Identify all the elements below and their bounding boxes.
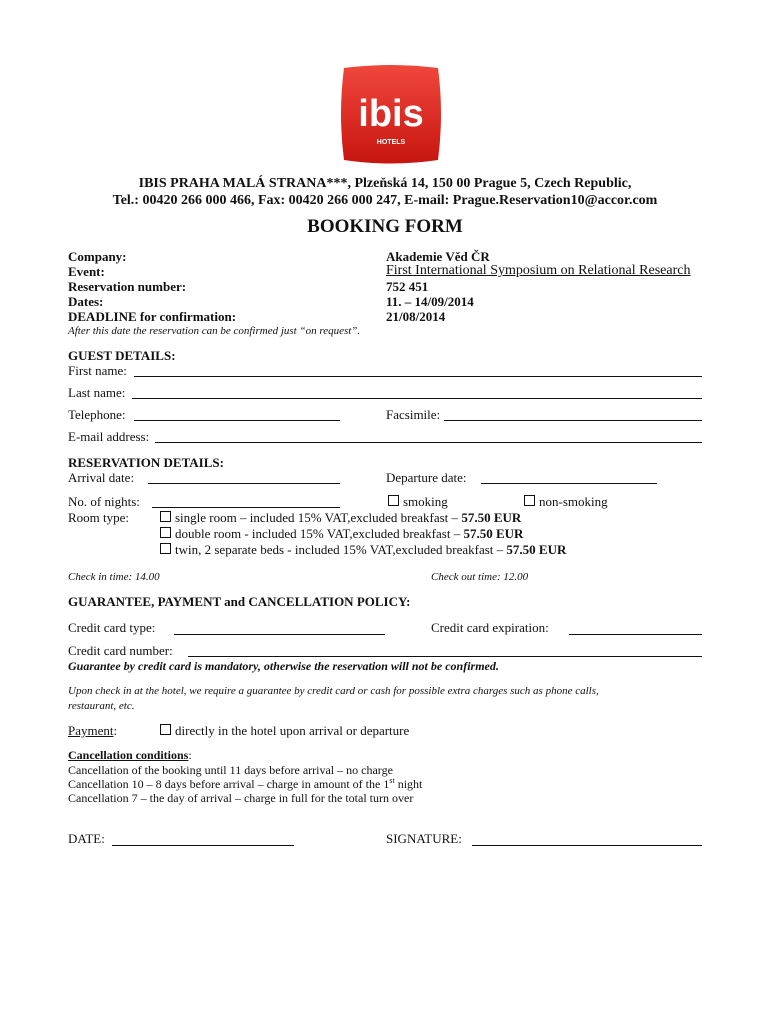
nights-field[interactable] <box>152 507 340 508</box>
first-name-label: First name: <box>68 363 127 378</box>
smoking-checkbox[interactable] <box>388 495 399 506</box>
event-label: Event: <box>68 264 105 279</box>
logo-sub: HOTELS <box>376 139 406 146</box>
email-field[interactable] <box>155 442 702 443</box>
date-field[interactable] <box>112 845 294 846</box>
payment-option[interactable]: directly in the hotel upon arrival or departure <box>160 723 409 739</box>
last-name-field[interactable] <box>132 398 702 399</box>
signature-field[interactable] <box>472 845 702 846</box>
logo-brand: ibis <box>358 93 424 135</box>
nights-label: No. of nights: <box>68 494 140 509</box>
room-option-single[interactable]: single room – included 15% VAT,excluded breakfast – 57.50 EUR <box>160 510 521 526</box>
departure-date-field[interactable] <box>481 483 657 484</box>
dates-label: Dates: <box>68 294 104 309</box>
credit-card-type-label: Credit card type: <box>68 620 156 635</box>
reservation-number-value: 752 451 <box>386 279 429 294</box>
telephone-field[interactable] <box>134 420 340 421</box>
credit-card-expiration-field[interactable] <box>569 634 702 635</box>
credit-card-expiration-label: Credit card expiration: <box>431 620 549 635</box>
reservation-number-label: Reservation number: <box>68 279 187 294</box>
facsimile-label: Facsimile: <box>386 407 441 422</box>
reservation-details-heading: RESERVATION DETAILS: <box>68 455 224 470</box>
page-title: BOOKING FORM <box>307 216 463 237</box>
deadline-value: 21/08/2014 <box>386 309 446 324</box>
payment-checkbox[interactable] <box>160 724 171 735</box>
cancellation-line2: Cancellation 10 – 8 days before arrival – charge in amount of the 1st night <box>68 776 423 791</box>
non-smoking-option[interactable]: non-smoking <box>524 494 608 510</box>
guarantee-mandatory-note: Guarantee by credit card is mandatory, otherwise the reservation will not be confirmed. <box>68 659 499 673</box>
hotel-address: IBIS PRAHA MALÁ STRANA***, Plzeňská 14, 150 00 Prague 5, Czech Republic, <box>138 176 632 191</box>
check-out-time: Check out time: 12.00 <box>431 571 529 583</box>
room-option-double[interactable]: double room - included 15% VAT,excluded breakfast – 57.50 EUR <box>160 526 523 542</box>
smoking-option[interactable]: smoking <box>388 494 448 510</box>
guarantee-info-line1: Upon check in at the hotel, we require a guarantee by credit card or cash for possible extra charges such as phone calls, <box>68 685 599 697</box>
check-in-time: Check in time: 14.00 <box>68 571 160 583</box>
guest-details-heading: GUEST DETAILS: <box>68 348 176 363</box>
twin-room-checkbox[interactable] <box>160 543 171 554</box>
dates-value: 11. – 14/09/2014 <box>386 294 474 309</box>
first-name-field[interactable] <box>134 376 702 377</box>
date-label: DATE: <box>68 831 105 846</box>
credit-card-number-field[interactable] <box>188 656 702 657</box>
non-smoking-checkbox[interactable] <box>524 495 535 506</box>
room-type-label: Room type: <box>68 510 130 525</box>
arrival-date-label: Arrival date: <box>68 470 135 485</box>
deadline-label: DEADLINE for confirmation: <box>68 309 237 324</box>
event-value: First International Symposium on Relational Research <box>386 263 691 278</box>
guarantee-heading: GUARANTEE, PAYMENT and CANCELLATION POLICY: <box>68 594 411 609</box>
double-room-checkbox[interactable] <box>160 527 171 538</box>
credit-card-type-field[interactable] <box>174 634 385 635</box>
hotel-contact: Tel.: 00420 266 000 466, Fax: 00420 266 000 247, E-mail: Prague.Reservation10@accor.com <box>112 193 658 208</box>
single-room-checkbox[interactable] <box>160 511 171 522</box>
cancellation-heading: Cancellation conditions: <box>68 748 192 762</box>
credit-card-number-label: Credit card number: <box>68 643 173 658</box>
signature-label: SIGNATURE: <box>386 831 462 846</box>
company-label: Company: <box>68 249 127 264</box>
departure-date-label: Departure date: <box>386 470 467 485</box>
arrival-date-field[interactable] <box>148 483 340 484</box>
ibis-logo <box>336 64 446 166</box>
deadline-note: After this date the reservation can be confirmed just “on request”. <box>68 325 361 337</box>
telephone-label: Telephone: <box>68 407 126 422</box>
payment-label: Payment: <box>68 723 118 738</box>
guarantee-info-line2: restaurant, etc. <box>68 700 135 712</box>
last-name-label: Last name: <box>68 385 126 400</box>
room-option-twin[interactable]: twin, 2 separate beds - included 15% VAT,excluded breakfast – 57.50 EUR <box>160 542 566 558</box>
company-value: Akademie Věd ČR <box>386 249 490 264</box>
cancellation-line1: Cancellation of the booking until 11 days before arrival – no charge <box>68 763 393 777</box>
email-label: E-mail address: <box>68 429 150 444</box>
cancellation-line3: Cancellation 7 – the day of arrival – charge in full for the total turn over <box>68 791 414 805</box>
facsimile-field[interactable] <box>444 420 702 421</box>
